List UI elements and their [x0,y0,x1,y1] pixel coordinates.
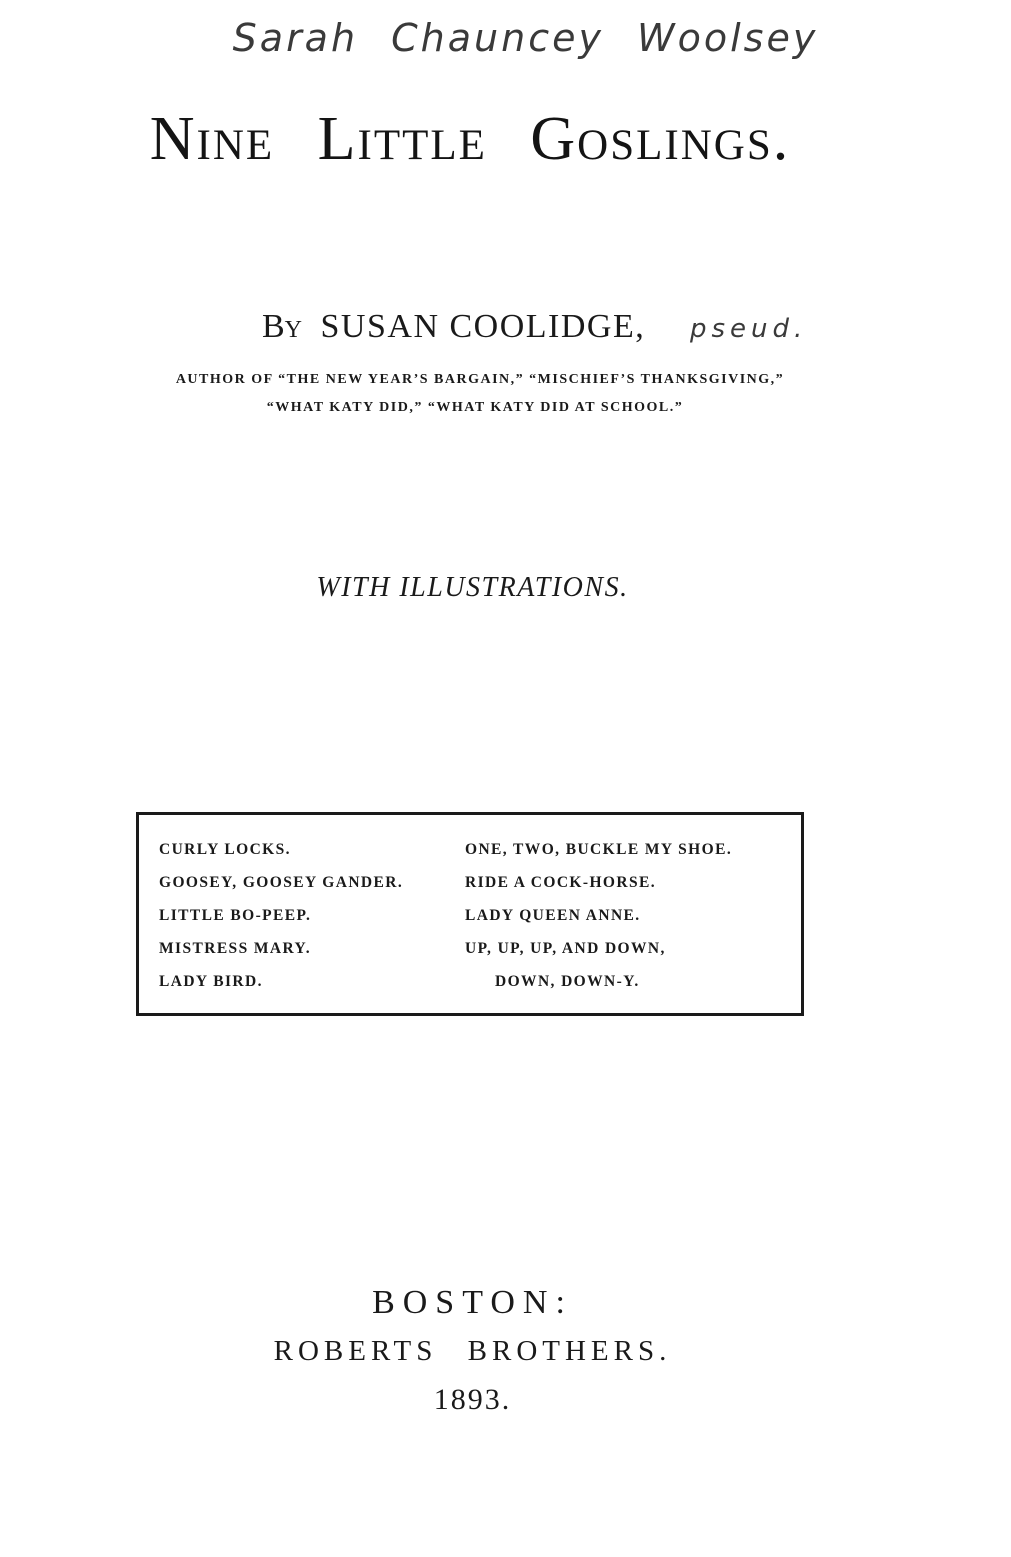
contents-item: UP, UP, UP, AND DOWN, [465,940,666,957]
contents-item: LADY QUEEN ANNE. [465,907,641,924]
author-credits-line-2: “WHAT KATY DID,” “WHAT KATY DID AT SCHOOL.” [266,400,684,415]
byline [262,308,645,346]
illustrations-note: WITH ILLUSTRATIONS. [316,572,629,603]
contents-item: RIDE A COCK-HORSE. [465,874,656,891]
imprint-city: BOSTON: [372,1284,573,1321]
contents-item: DOWN, DOWN-Y. [495,973,640,990]
book-title: Nine Little Goslings. [149,105,791,173]
handwritten-pseud-note: pseud. [690,314,808,344]
contents-item: LITTLE BO-PEEP. [159,907,312,924]
author-name: SUSAN COOLIDGE, [320,308,646,345]
byline-prefix: By [262,308,303,345]
imprint-publisher: ROBERTS BROTHERS. [273,1335,672,1367]
handwritten-signature: Sarah Chauncey Woolsey [232,16,819,60]
contents-box [136,812,804,1016]
contents-item: MISTRESS MARY. [159,940,311,957]
contents-item: CURLY LOCKS. [159,841,291,858]
contents-item: LADY BIRD. [159,973,263,990]
imprint-year: 1893. [433,1383,512,1416]
author-credits-line-1: AUTHOR OF “THE NEW YEAR’S BARGAIN,” “MISCHIEF’S THANKSGIVING,” [175,372,785,387]
contents-item: GOOSEY, GOOSEY GANDER. [159,874,404,891]
contents-item: ONE, TWO, BUCKLE MY SHOE. [465,841,733,858]
